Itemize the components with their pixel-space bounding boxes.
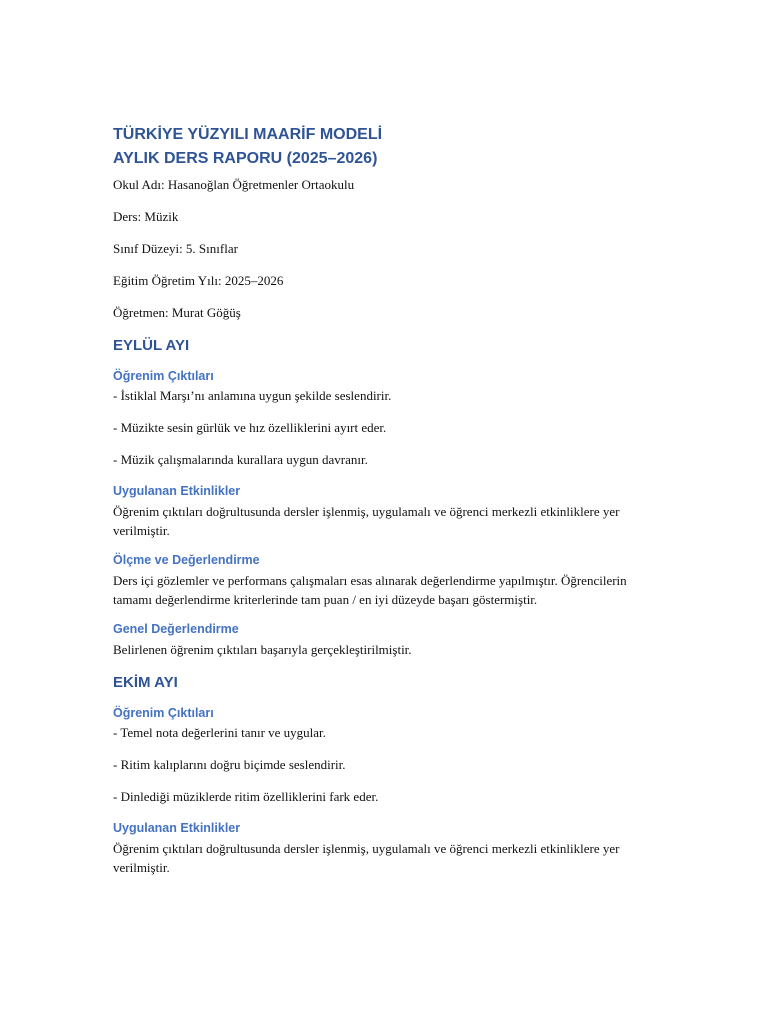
month-heading-october: EKİM AYI [113, 674, 178, 691]
outcome-item: - Müzik çalışmalarında kurallara uygun davranır. [113, 452, 368, 467]
document-page [113, 123, 653, 889]
outcome-item: - Müzikte sesin gürlük ve hız özelliklerini ayırt eder. [113, 420, 387, 435]
outcome-item: - Temel nota değerlerini tanır ve uygular. [113, 725, 326, 740]
month-heading-september: EYLÜL AYI [113, 337, 190, 354]
activities-text: Öğrenim çıktıları doğrultusunda dersler işlenmiş, uygulamalı ve öğrenci merkezli etkinliklere yer verilmiştir. [113, 841, 620, 875]
grade-level: Sınıf Düzeyi: 5. Sınıflar [113, 241, 238, 256]
outcome-item: - İstiklal Marşı’nı anlamına uygun şekilde seslendirir. [113, 388, 392, 403]
outcomes-heading: Öğrenim Çıktıları [113, 706, 214, 720]
outcome-item: - Ritim kalıplarını doğru biçimde seslendirir. [113, 757, 346, 772]
academic-year: Eğitim Öğretim Yılı: 2025–2026 [113, 273, 284, 288]
teacher-name: Öğretmen: Murat Göğüş [113, 305, 241, 320]
document-title-line-1: TÜRKİYE YÜZYILI MAARİF MODELİ [113, 126, 383, 143]
assessment-heading: Ölçme ve Değerlendirme [113, 553, 260, 567]
document-title-line-2: AYLIK DERS RAPORU (2025–2026) [113, 150, 378, 167]
course-name: Ders: Müzik [113, 209, 179, 224]
general-heading: Genel Değerlendirme [113, 622, 239, 636]
activities-text: Öğrenim çıktıları doğrultusunda dersler işlenmiş, uygulamalı ve öğrenci merkezli etkinliklere yer verilmiştir. [113, 504, 620, 538]
general-text: Belirlenen öğrenim çıktıları başarıyla gerçekleştirilmiştir. [113, 642, 412, 657]
activities-heading: Uygulanan Etkinlikler [113, 484, 241, 498]
outcomes-heading: Öğrenim Çıktıları [113, 369, 214, 383]
school-name: Okul Adı: Hasanoğlan Öğretmenler Ortaokulu [113, 177, 355, 192]
activities-heading: Uygulanan Etkinlikler [113, 821, 241, 835]
outcome-item: - Dinlediği müziklerde ritim özelliklerini fark eder. [113, 789, 379, 804]
assessment-text: Ders içi gözlemler ve performans çalışmaları esas alınarak değerlendirme yapılmıştır. Öğrencilerin tamamı değerlendirme kriterlerinde tam puan / en iyi düzeyde başarı göstermiştir. [113, 573, 627, 607]
